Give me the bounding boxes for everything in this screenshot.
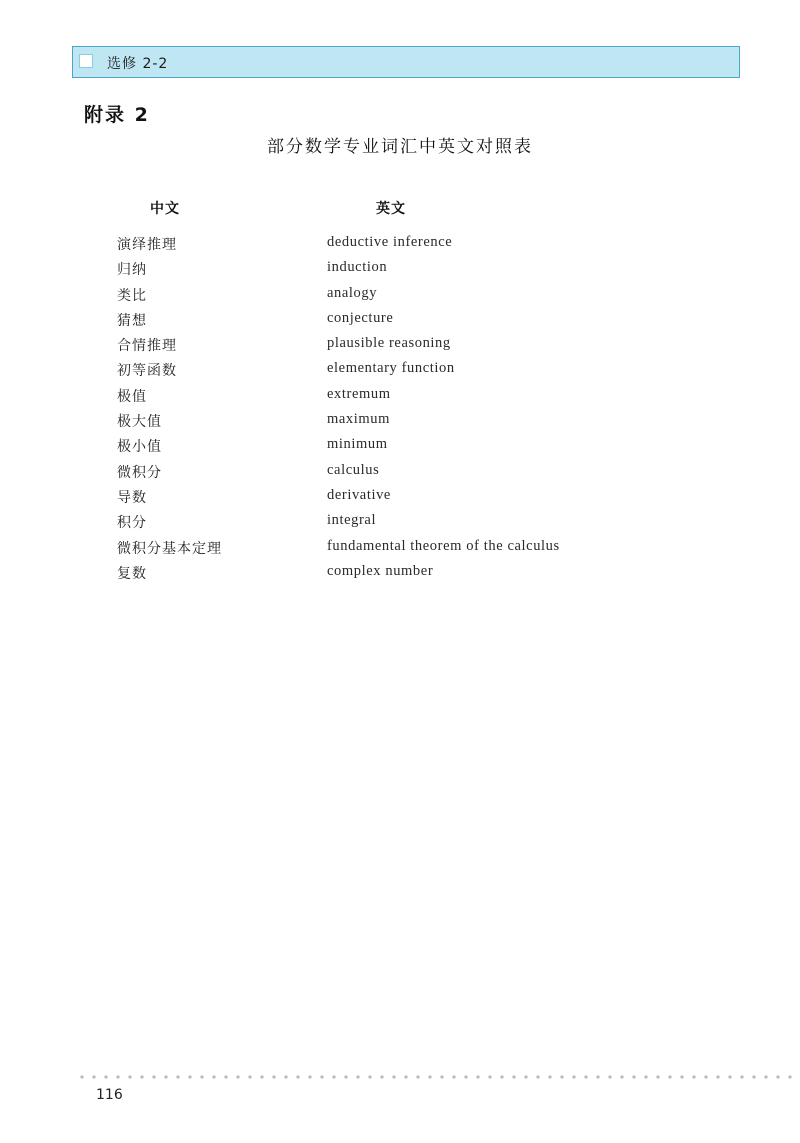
- glossary-row: [0, 283, 800, 308]
- term-chinese: 复数: [117, 565, 147, 582]
- glossary-row: [0, 536, 800, 561]
- glossary-row: [0, 434, 800, 459]
- glossary-row: [0, 561, 800, 586]
- glossary-row: [0, 232, 800, 257]
- appendix-title: 附录 2: [84, 104, 150, 126]
- term-english: elementary function: [327, 360, 455, 377]
- term-chinese: 类比: [117, 287, 147, 304]
- table-title: 部分数学专业词汇中英文对照表: [267, 137, 533, 157]
- glossary-row: [0, 333, 800, 358]
- term-chinese: 猜想: [117, 312, 147, 329]
- term-english: induction: [327, 259, 388, 276]
- page-number: 116: [96, 1087, 123, 1103]
- term-chinese: 积分: [117, 515, 147, 532]
- term-english: integral: [327, 512, 377, 529]
- glossary-row: [0, 510, 800, 535]
- glossary-list: [0, 232, 800, 586]
- glossary-row: [0, 460, 800, 485]
- term-english: complex number: [327, 562, 434, 579]
- term-english: fundamental theorem of the calculus: [327, 537, 560, 554]
- glossary-row: [0, 409, 800, 434]
- column-header-chinese: 中文: [150, 201, 180, 217]
- term-english: deductive inference: [327, 234, 453, 250]
- term-chinese: 归纳: [117, 262, 147, 279]
- term-english: calculus: [327, 461, 380, 478]
- term-english: conjecture: [327, 309, 394, 326]
- header-label: 选修 2-2: [107, 56, 169, 72]
- term-chinese: 极小值: [117, 439, 162, 456]
- glossary-row: [0, 485, 800, 510]
- term-english: minimum: [327, 436, 388, 453]
- term-chinese: 极值: [117, 388, 147, 405]
- term-chinese: 初等函数: [117, 363, 177, 380]
- header-bar: [72, 46, 740, 78]
- square-icon: [79, 54, 93, 68]
- term-english: extremum: [327, 385, 391, 402]
- term-chinese: 演绎推理: [117, 237, 177, 253]
- term-english: maximum: [327, 411, 390, 428]
- glossary-row: [0, 308, 800, 333]
- column-header-english: 英文: [376, 201, 406, 217]
- term-chinese: 合情推理: [117, 338, 177, 355]
- glossary-row: [0, 358, 800, 383]
- term-chinese: 微积分: [117, 464, 162, 481]
- term-english: derivative: [327, 486, 391, 503]
- term-english: plausible reasoning: [327, 335, 451, 352]
- footer-dotted-rule: [76, 1075, 800, 1079]
- term-chinese: 导数: [117, 489, 147, 506]
- term-chinese: 微积分基本定理: [117, 540, 222, 557]
- term-english: analogy: [327, 284, 378, 301]
- glossary-row: [0, 384, 800, 409]
- glossary-row: [0, 257, 800, 282]
- term-chinese: 极大值: [117, 414, 162, 431]
